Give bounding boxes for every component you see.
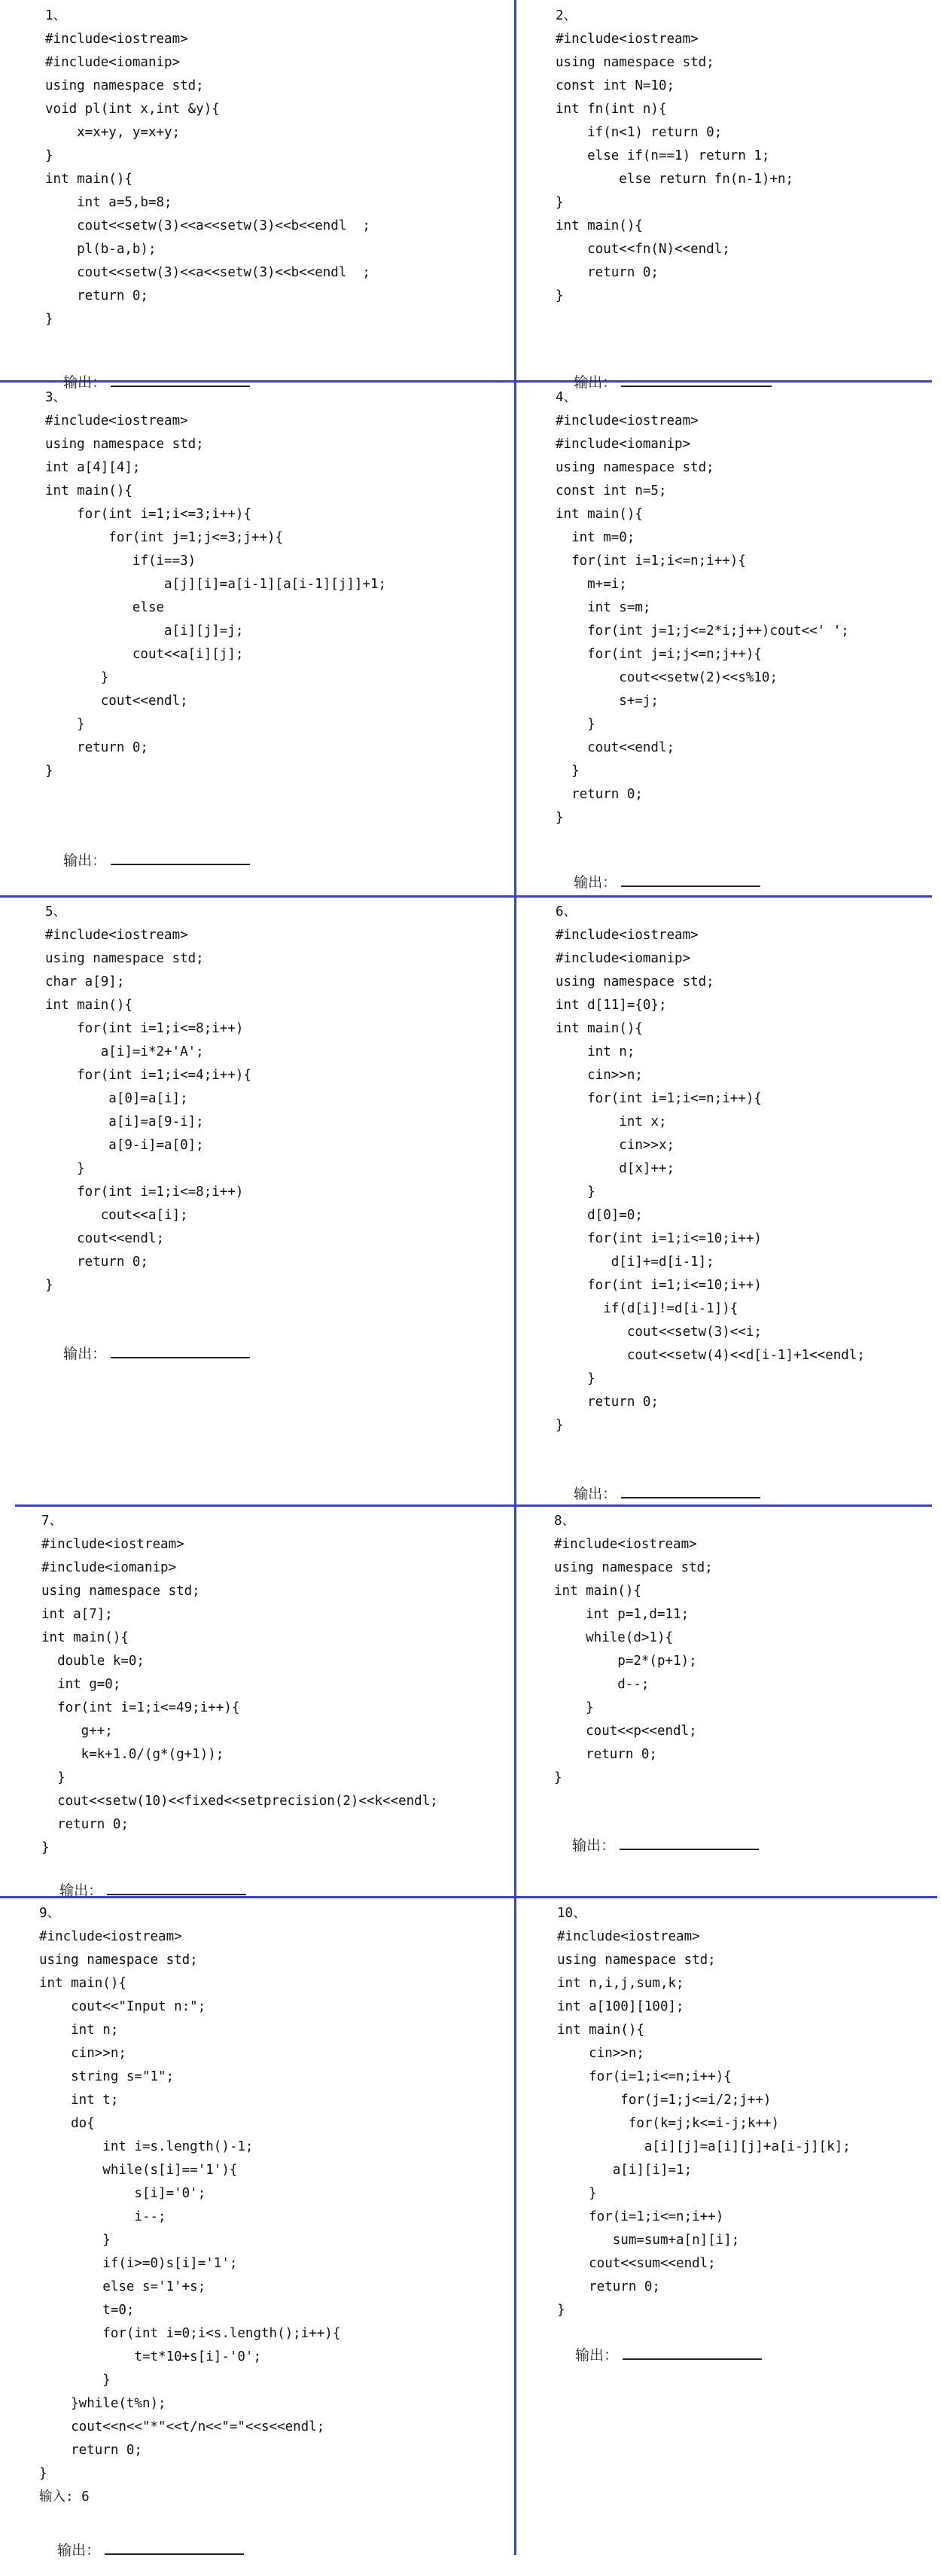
problem-number: 8、 [554,1514,576,1529]
code-line: int main(){ [556,507,643,522]
code-line: return 0; [41,1817,129,1832]
code-line: #include<iomanip> [556,437,691,452]
code-line: using namespace std; [556,974,714,989]
code-line: while(s[i]=='1'){ [39,2163,238,2178]
code-line: for(int i=1;i<=10;i++) [556,1278,762,1293]
code-line: for(i=1;i<=n;i++){ [557,2069,732,2084]
code-line: else s='1'+s; [39,2279,206,2294]
code-line: int a=5,b=8; [45,195,172,210]
code-line: } [45,312,53,327]
code-line: int a[4][4]; [45,460,141,475]
code-line: int main(){ [45,483,132,498]
code-line: cout<<a[i]; [45,1208,188,1223]
code-line: cout<<endl; [556,740,675,755]
code-line: cout<<setw(3)<<i; [556,1325,762,1340]
code-line: cout<<fn(N)<<endl; [556,242,730,257]
problem-9 [39,1902,512,2559]
code-line: #include<iostream> [557,1929,700,1944]
code-line: if(d[i]!=d[i-1]){ [556,1301,738,1316]
problem-10 [557,1902,933,2550]
code-line: d[x]++; [556,1161,675,1176]
code-line: int fn(int n){ [556,102,667,117]
code-line: } [45,717,85,732]
code-line: a[0]=a[i]; [45,1091,188,1106]
code-line: string s="1"; [39,2069,175,2084]
code-line: return 0; [556,1395,659,1410]
code-line: return 0; [45,740,148,755]
output-row [557,2327,762,2381]
output-row [45,832,250,886]
code-line: cout<<setw(4)<<d[i-1]+1<<endl; [556,1348,865,1363]
code-line: s[i]='0'; [39,2186,206,2201]
code-line: }while(t%n); [39,2396,166,2411]
code-line: for(k=j;k<=i-j;k++) [557,2116,780,2131]
code-line: int main(){ [45,998,132,1013]
code-line: #include<iostream> [556,32,699,47]
output-label: 输出： [574,874,617,891]
code-line: } [39,2373,111,2388]
code-line: int m=0; [556,530,635,545]
problem-number: 2、 [556,8,577,23]
code-line: #include<iostream> [39,1929,182,1944]
output-row [45,1325,250,1379]
output-label: 输出： [63,852,107,869]
code-line: } [557,2303,565,2318]
code-line: } [556,195,564,210]
problem-number: 3、 [45,390,67,405]
code-line: d--; [554,1677,650,1692]
code-line: } [557,2186,597,2201]
code-line: t=0; [39,2303,135,2318]
code-line: k=k+1.0/(g*(g+1)); [41,1747,224,1762]
code-block [557,1902,933,2322]
code-line: #include<iomanip> [41,1560,177,1575]
output-row [554,1817,759,1871]
code-line: #include<iostream> [45,928,188,943]
code-line: cin>>x; [556,1138,675,1153]
code-line: } [556,717,595,732]
problem-number: 9、 [39,1906,61,1921]
answer-blank[interactable] [111,849,250,865]
code-line: using namespace std; [556,55,714,70]
code-line: using namespace std; [41,1584,200,1599]
code-line: cout<<setw(2)<<s%10; [556,670,778,685]
problem-2 [556,5,932,391]
code-line: g++; [41,1724,113,1739]
code-line: m+=i; [556,577,627,592]
output-label: 输出： [63,374,107,391]
code-line: cin>>n; [556,1068,643,1083]
code-line: } [41,1770,65,1785]
answer-blank[interactable] [621,870,760,887]
code-line: for(i=1;i<=n;i++) [557,2209,724,2224]
problem-3 [45,386,508,891]
code-line: return 0; [556,787,643,802]
code-line: #include<iostream> [41,1537,184,1552]
code-line: for(int j=1;j<=2*i;j++)cout<<' '; [556,623,849,639]
code-line: int s=m; [556,600,651,615]
code-line: return 0; [557,2279,660,2294]
code-line: #include<iostream> [45,32,188,47]
code-line: cin>>n; [39,2046,126,2061]
code-line: } [45,148,53,163]
code-line: sum=sum+a[n][i]; [557,2233,740,2248]
problem-number: 10、 [557,1906,586,1921]
code-line: using namespace std; [556,460,714,475]
problem-number: 7、 [41,1514,63,1529]
code-line: cout<<p<<endl; [554,1724,697,1739]
answer-blank[interactable] [111,370,250,387]
code-line: char a[9]; [45,974,125,989]
code-line: using namespace std; [45,951,204,966]
row-divider-3 [15,1504,932,1507]
code-line: } [45,670,109,685]
code-line: int x; [556,1114,667,1129]
code-line: int main(){ [556,218,643,233]
code-line: for(int i=1;i<=8;i++) [45,1184,244,1200]
code-line: int a[7]; [41,1607,113,1622]
code-line: return 0; [556,265,659,280]
code-block [39,1902,512,2509]
code-line: return 0; [45,288,148,303]
code-line: using namespace std; [45,437,204,452]
code-line: cout<<setw(3)<<a<<setw(3)<<b<<endl ; [45,265,370,280]
answer-blank[interactable] [111,1342,250,1358]
code-line: int main(){ [41,1630,129,1645]
code-line: } [556,288,564,303]
code-line: } [39,2466,47,2481]
code-line: else if(n==1) return 1; [556,148,770,163]
code-line: #include<iostream> [45,413,188,428]
code-line: for(int i=1;i<=n;i++){ [556,553,746,569]
answer-blank[interactable] [621,1482,760,1498]
problem-number: 5、 [45,904,67,919]
code-line: else return fn(n-1)+n; [556,172,794,187]
code-line: for(int j=i;j<=n;j++){ [556,647,762,662]
code-line: } [556,1418,564,1433]
output-label: 输出： [574,1486,617,1502]
code-line: } [554,1700,594,1715]
code-line: a[j][i]=a[i-1][a[i-1][j]]+1; [45,577,387,592]
code-line: pl(b-a,b); [45,242,157,257]
code-line: } [45,1161,85,1176]
problem-4 [556,386,932,891]
code-block [556,5,932,308]
code-line: while(d>1){ [554,1630,674,1645]
code-line: int main(){ [39,1976,126,1991]
output-label: 输出： [572,1837,616,1854]
code-line: } [556,764,580,779]
code-line: for(int i=1;i<=49;i++){ [41,1700,240,1715]
code-line: int a[100][100]; [557,1999,684,2014]
code-line: i--; [39,2209,166,2224]
answer-blank[interactable] [621,370,772,387]
code-line: int t; [39,2093,119,2108]
output-row [39,2522,244,2576]
code-line: #include<iostream> [556,928,699,943]
code-line: if(n<1) return 0; [556,125,723,140]
problem-number: 1、 [45,8,67,23]
answer-blank[interactable] [623,2343,762,2360]
code-line: int d[11]={0}; [556,998,667,1013]
output-label: 输出： [57,2542,101,2559]
code-line: } [45,764,53,779]
code-line: #include<iomanip> [45,55,181,70]
code-line: } [45,1278,53,1293]
code-line: double k=0; [41,1654,145,1669]
row-divider-2 [0,895,932,898]
code-line: d[0]=0; [556,1208,643,1223]
code-line: s+=j; [556,694,659,709]
problem-1 [45,5,508,391]
answer-blank[interactable] [107,1879,246,1895]
code-line: int main(){ [557,2023,644,2038]
code-line: a[i][i]=1; [557,2163,693,2178]
problem-8 [554,1510,930,1892]
code-line: p=2*(p+1); [554,1654,697,1669]
code-line: a[i]=i*2+'A'; [45,1044,204,1059]
code-line: a[i][j]=j; [45,623,244,639]
code-line: if(i>=0)s[i]='1'; [39,2256,238,2271]
code-line: cout<<endl; [45,1231,165,1246]
code-line: for(int i=1;i<=n;i++){ [556,1091,762,1106]
code-line: for(int i=0;i<s.length();i++){ [39,2326,341,2341]
code-line: for(int i=1;i<=3;i++){ [45,507,251,522]
center-divider [514,0,516,2555]
code-line: int main(){ [45,172,132,187]
code-line: cout<<n<<"*"<<t/n<<"="<<s<<endl; [39,2419,325,2434]
code-line: do{ [39,2116,95,2131]
code-line: a[9-i]=a[0]; [45,1138,204,1153]
code-line: x=x+y, y=x+y; [45,125,181,140]
code-line: for(int i=1;i<=8;i++) [45,1021,244,1036]
code-line: int g=0; [41,1677,121,1692]
code-line: using namespace std; [554,1560,713,1575]
code-line: #include<iostream> [556,413,699,428]
output-label: 输出： [574,374,617,391]
code-block [45,386,508,783]
code-line: cout<<"Input n:"; [39,1999,206,2014]
code-line: else [45,600,165,615]
code-line: int p=1,d=11; [554,1607,690,1622]
code-block [556,386,932,830]
code-line: for(int i=1;i<=10;i++) [556,1231,762,1246]
code-line: if(i==3) [45,553,196,569]
code-line: cin>>n; [557,2046,644,2061]
code-line: using namespace std; [557,1953,716,1968]
problem-number: 6、 [556,904,577,919]
code-line: d[i]+=d[i-1]; [556,1254,714,1270]
code-line: return 0; [554,1747,657,1762]
code-line: 输入: 6 [39,2489,90,2504]
code-line: using namespace std; [45,78,204,93]
code-block [554,1510,930,1790]
output-label: 输出： [575,2347,619,2364]
code-line: a[i][j]=a[i][j]+a[i-j][k]; [557,2139,851,2154]
code-line: } [41,1840,50,1855]
code-line: t=t*10+s[i]-'0'; [39,2349,262,2364]
code-line: cout<<endl; [45,694,188,709]
code-block [556,901,932,1437]
code-block [45,5,508,331]
problem-6 [556,901,932,1502]
code-line: cout<<sum<<endl; [557,2256,716,2271]
code-line: } [556,1371,595,1386]
problem-5 [45,901,508,1499]
code-line: cout<<setw(10)<<fixed<<setprecision(2)<<k<<endl; [41,1794,438,1809]
code-line: cout<<setw(3)<<a<<setw(3)<<b<<endl ; [45,218,370,233]
code-line: int n; [556,1044,635,1059]
problem-7 [41,1510,512,1899]
code-line: return 0; [45,1254,148,1270]
problem-number: 4、 [556,390,577,405]
code-line: void pl(int x,int &y){ [45,102,220,117]
code-line: for(int i=1;i<=4;i++){ [45,1068,251,1083]
code-line: #include<iomanip> [556,951,691,966]
code-line: cout<<a[i][j]; [45,647,244,662]
code-line: a[i]=a[9-i]; [45,1114,204,1129]
code-line: for(int j=1;j<=3;j++){ [45,530,284,545]
code-line: int n,i,j,sum,k; [557,1976,684,1991]
code-line: int main(){ [556,1021,643,1036]
code-line: } [554,1770,562,1785]
answer-blank[interactable] [620,1834,759,1850]
code-line: int main(){ [554,1584,641,1599]
code-line: #include<iostream> [554,1537,697,1552]
code-line: int i=s.length()-1; [39,2139,254,2154]
code-line: return 0; [39,2443,142,2458]
code-line: } [556,810,564,825]
code-line: const int n=5; [556,483,667,498]
output-label: 输出： [63,1346,107,1362]
code-line: } [39,2233,111,2248]
code-block [45,901,508,1297]
code-line: using namespace std; [39,1953,198,1968]
code-line: for(j=1;j<=i/2;j++) [557,2093,772,2108]
code-block [41,1510,512,1860]
output-label: 输出： [59,1882,103,1899]
code-line: } [556,1184,595,1200]
code-line: const int N=10; [556,78,675,93]
answer-blank[interactable] [105,2538,244,2555]
code-line: int n; [39,2023,119,2038]
